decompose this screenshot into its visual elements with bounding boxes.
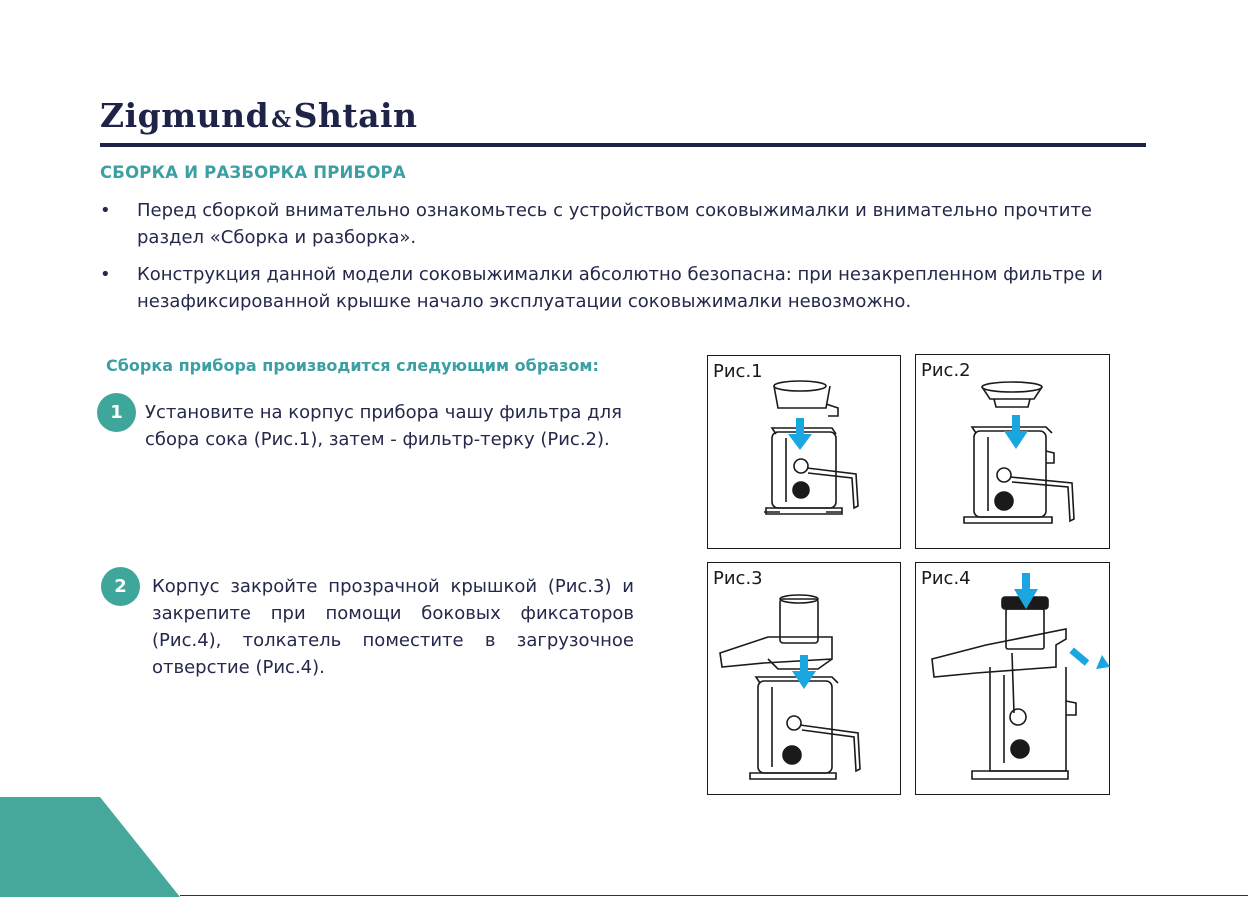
step-text: Корпус закройте прозрачной крышкой (Рис.3) и закрепите при помощи боковых фиксаторов (Рис.4), толкатель поместите в загрузочное отверстие (Рис.4). <box>152 576 634 678</box>
logo-word-right: Shtain <box>293 96 418 135</box>
figure-2 <box>915 354 1110 549</box>
figure-label: Рис.2 <box>921 360 971 381</box>
logo-ampersand: & <box>271 107 292 133</box>
juicer-illustration <box>916 563 1111 796</box>
figure-label: Рис.4 <box>921 568 971 589</box>
figure-4 <box>915 562 1110 795</box>
brand-logo <box>100 96 418 135</box>
juicer-illustration <box>708 563 902 796</box>
section-title: СБОРКА И РАЗБОРКА ПРИБОРА <box>100 163 406 182</box>
bullet-text: Конструкция данной модели соковыжималки абсолютно безопасна: при незакрепленном фильтре и незафиксированной крышке начало эксплуатации соковыжималки невозможно. <box>137 264 1103 312</box>
step-number-badge: 1 <box>97 393 136 432</box>
figure-3 <box>707 562 901 795</box>
corner-decoration <box>0 797 180 897</box>
bullet-item <box>100 197 1140 251</box>
figure-1 <box>707 355 901 549</box>
figure-label: Рис.1 <box>713 361 763 382</box>
page-bottom-line <box>180 895 1248 896</box>
step-number-badge: 2 <box>101 567 140 606</box>
logo-word-left: Zigmund <box>100 96 270 135</box>
bullet-list <box>100 197 1140 325</box>
bullet-marker: • <box>100 200 111 221</box>
bullet-marker: • <box>100 264 111 285</box>
bullet-text: Перед сборкой внимательно ознакомьтесь с устройством соковыжималки и внимательно прочтите раздел «Сборка и разборка». <box>137 200 1093 248</box>
assembly-subtitle: Сборка прибора производится следующим образом: <box>106 356 599 375</box>
bullet-item <box>100 261 1140 315</box>
juicer-illustration <box>916 355 1111 550</box>
header-divider <box>100 143 1146 147</box>
figure-label: Рис.3 <box>713 568 763 589</box>
juicer-illustration <box>708 356 902 550</box>
step-text: Установите на корпус прибора чашу фильтра для сбора сока (Рис.1), затем - фильтр-терку (Рис.2). <box>145 402 622 450</box>
